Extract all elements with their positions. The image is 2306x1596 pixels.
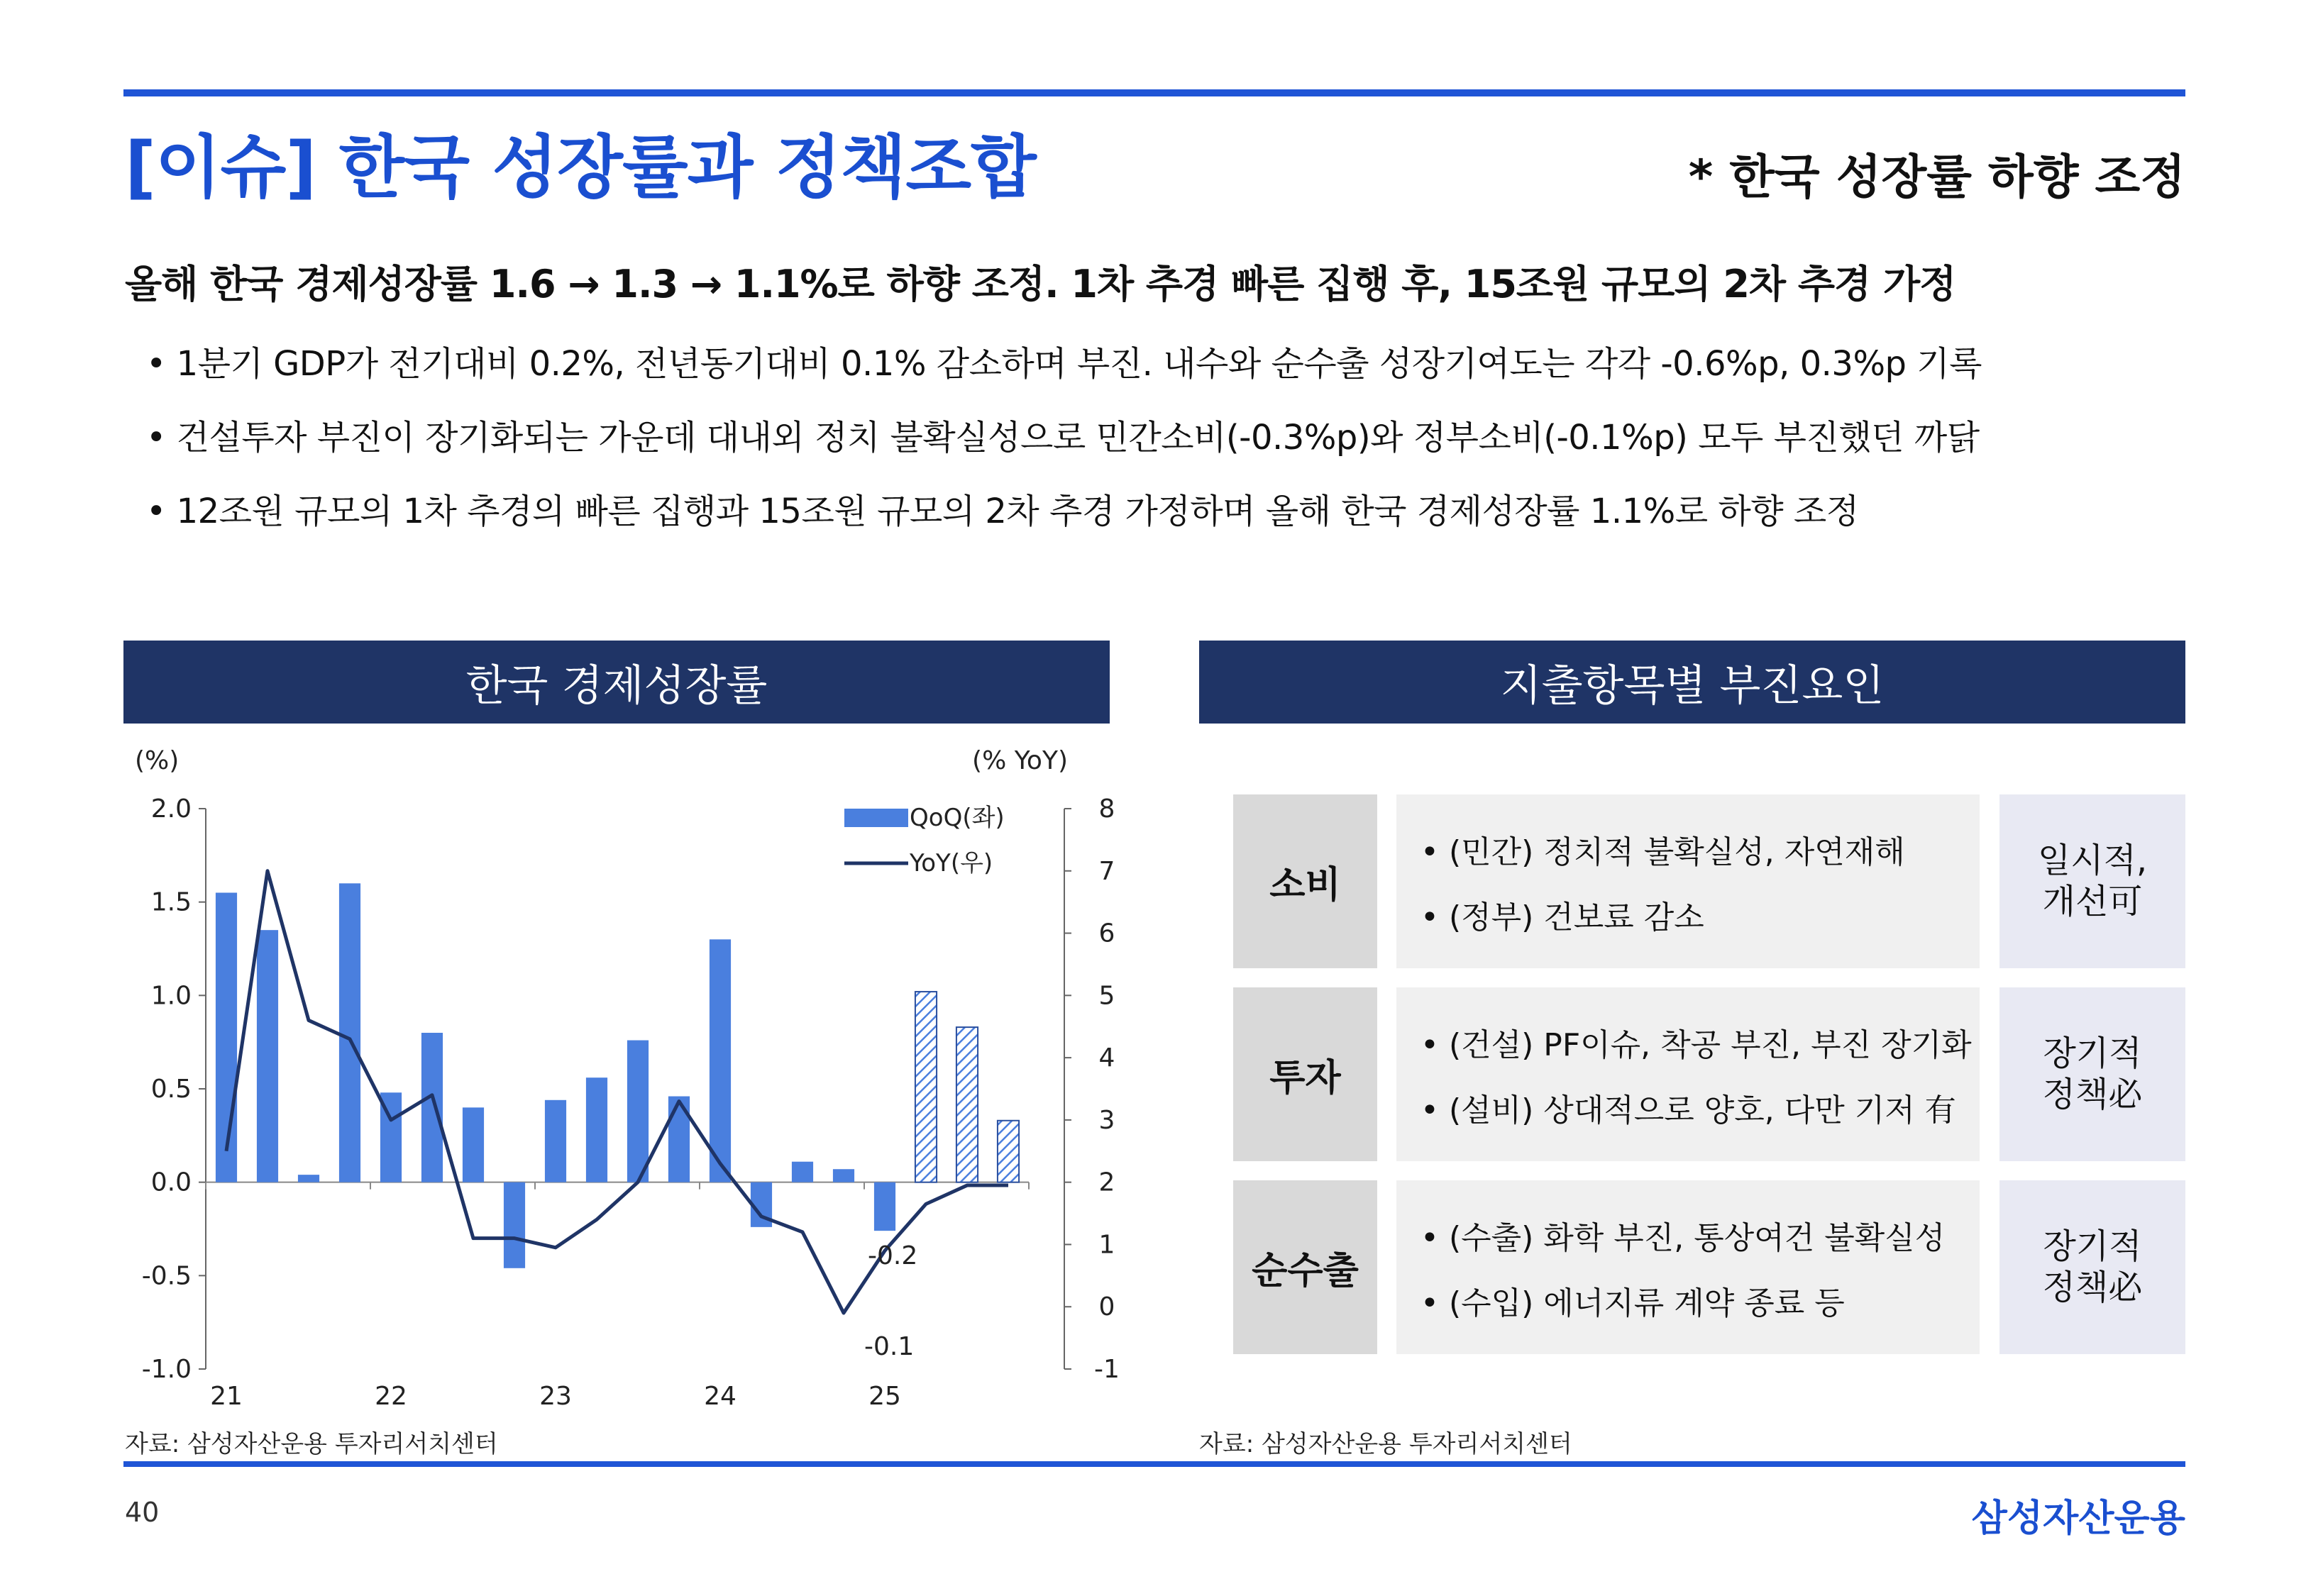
y-tick-label-left: -1.0 <box>141 1355 192 1384</box>
policy-tag-line: 개선可 <box>2042 881 2143 921</box>
x-tick-label: 24 <box>704 1382 737 1411</box>
policy-tag-line: 정책必 <box>2042 1267 2143 1307</box>
qoq-bar <box>668 1097 690 1182</box>
qoq-bar <box>339 883 360 1182</box>
y-tick-label-right: 1 <box>1098 1230 1115 1260</box>
y-tick-label-left: 0.0 <box>150 1168 192 1197</box>
qoq-bar <box>586 1077 607 1182</box>
qoq-bar <box>545 1100 566 1182</box>
page-title: [이슈] 한국 성장률과 정책조합 <box>125 128 1036 207</box>
factor-item: • (정부) 건보료 감소 <box>1420 892 1980 937</box>
factors-source: 자료: 삼성자산운용 투자리서치센터 <box>1199 1430 1572 1458</box>
qoq-bar <box>710 939 731 1182</box>
factor-description <box>1396 794 1980 968</box>
policy-tag-line: 장기적 <box>2043 1033 2142 1073</box>
y-tick-label-right: 5 <box>1098 981 1115 1011</box>
qoq-bar <box>792 1162 813 1182</box>
annotation-yoy-2025q1: -0.1 <box>864 1332 915 1361</box>
chart-panel-header: 한국 경제성장률 <box>123 641 1110 724</box>
factors-panel-header: 지출항목별 부진요인 <box>1199 641 2185 724</box>
x-tick-label: 22 <box>375 1382 407 1411</box>
page-subtitle: * 한국 성장률 하향 조정 <box>1688 150 2185 204</box>
x-tick-label: 25 <box>868 1382 901 1411</box>
y-tick-label-left: 2.0 <box>150 794 192 824</box>
policy-tag-line: 일시적, <box>2037 840 2148 880</box>
policy-tag <box>1999 1180 2185 1354</box>
summary-bullet: • 12조원 규모의 1차 추경의 빠른 집행과 15조원 규모의 2차 추경 가정하며 올해 한국 경제성장률 1.1%로 하향 조정 <box>146 484 1859 533</box>
y-axis-right-label: (% YoY) <box>972 746 1068 775</box>
y-tick-label-right: 7 <box>1098 856 1115 886</box>
factor-item: • (민간) 정치적 불확실성, 자연재해 <box>1420 826 1980 872</box>
x-tick-label: 21 <box>210 1382 243 1411</box>
page-number: 40 <box>125 1497 160 1528</box>
qoq-bar <box>298 1175 319 1182</box>
bottom-divider <box>123 1461 2185 1467</box>
summary-bullet: • 건설투자 부진이 장기화되는 가운데 대내외 정치 불확실성으로 민간소비(-0.3%p)와 정부소비(-0.1%p) 모두 부진했던 까닭 <box>146 410 1980 459</box>
legend-swatch-qoq <box>844 809 908 827</box>
qoq-bar-forecast <box>915 992 937 1182</box>
y-tick-label-left: 0.5 <box>150 1075 192 1104</box>
y-tick-label-right: 8 <box>1098 794 1115 824</box>
y-tick-label-right: 3 <box>1098 1105 1115 1135</box>
annotation-qoq-2025q1: -0.2 <box>868 1241 918 1270</box>
qoq-bar <box>257 930 278 1182</box>
y-tick-label-right: 6 <box>1098 919 1115 948</box>
qoq-bar <box>627 1041 649 1182</box>
qoq-bar <box>216 893 237 1182</box>
factor-item: • (설비) 상대적으로 양호, 다만 기저 有 <box>1420 1085 1980 1130</box>
factor-item: • (수입) 에너지류 계약 종료 등 <box>1420 1278 1980 1323</box>
y-tick-label-left: 1.5 <box>150 887 192 917</box>
chart-source: 자료: 삼성자산운용 투자리서치센터 <box>125 1430 498 1458</box>
x-tick-label: 23 <box>539 1382 572 1411</box>
brand-logo-text: 삼성자산운용 <box>1971 1497 2185 1540</box>
chart-legend <box>844 804 1005 877</box>
category-net-exports: 순수출 <box>1233 1180 1377 1354</box>
qoq-bar <box>421 1033 443 1182</box>
factor-description <box>1396 1180 1980 1354</box>
category-investment: 투자 <box>1233 987 1377 1161</box>
y-axis-left-label: (%) <box>135 746 180 775</box>
qoq-bar-forecast <box>998 1121 1019 1182</box>
factor-item: • (건설) PF이슈, 착공 부진, 부진 장기화 <box>1420 1019 1980 1065</box>
policy-tag-line: 정책必 <box>2042 1074 2143 1114</box>
qoq-bar <box>504 1182 525 1268</box>
policy-tag-line: 장기적 <box>2043 1226 2142 1266</box>
qoq-bar <box>463 1107 484 1182</box>
summary-bullet: • 1분기 GDP가 전기대비 0.2%, 전년동기대비 0.1% 감소하며 부진. 내수와 순수출 성장기여도는 각각 -0.6%p, 0.3%p 기록 <box>146 336 1982 385</box>
legend-label-qoq: QoQ(좌) <box>910 804 1005 832</box>
qoq-bar <box>874 1182 895 1231</box>
qoq-bar-forecast <box>956 1027 978 1182</box>
factor-item: • (수출) 화학 부진, 통상여건 불확실성 <box>1420 1212 1980 1258</box>
policy-tag <box>1999 987 2185 1161</box>
y-tick-label-left: -0.5 <box>141 1261 192 1291</box>
y-tick-label-left: 1.0 <box>150 981 192 1011</box>
category-consumption: 소비 <box>1233 794 1377 968</box>
y-tick-label-right: 4 <box>1098 1043 1115 1073</box>
y-tick-label-right: 0 <box>1098 1292 1115 1322</box>
y-tick-label-right: -1 <box>1094 1355 1120 1384</box>
factor-description <box>1396 987 1980 1161</box>
policy-tag <box>1999 794 2185 968</box>
growth-chart <box>106 731 1128 1426</box>
y-tick-label-right: 2 <box>1098 1168 1115 1197</box>
legend-label-yoy: YoY(우) <box>910 849 993 877</box>
top-divider <box>123 89 2185 96</box>
summary-headline: 올해 한국 경제성장률 1.6 → 1.3 → 1.1%로 하향 조정. 1차 추경 빠른 집행 후, 15조원 규모의 2차 추경 가정 <box>125 262 1956 306</box>
qoq-bar <box>833 1169 854 1182</box>
